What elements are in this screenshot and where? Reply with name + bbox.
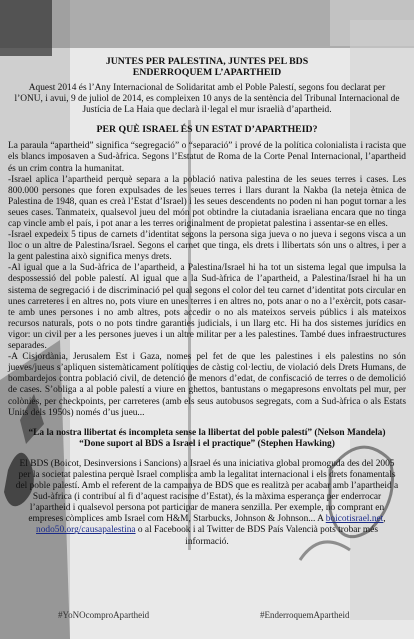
poster-title — [8, 56, 406, 79]
point-4: -A Cisjordània, Jerusalem Est i Gaza, nomes pel fet de que les palestines i els palestins no són jueves/jueus s’apliquen sistemàticament polítiques de càstig col·lectiu, de violació dels Drets Humans, de bombardejos contra població civil, de detenció de menors d’edat, de confiscació de terres o de demolició de cases. S’obliga a al poble palestí a viure en ghettos, bantustans o megapresons envoltats pel mur, per colònies, per checkpoints, per carreteres (amb els seus autobusos segregats, com a Sud-àfrica o als Estats Units dels 1950s) només d’us jueu... — [8, 352, 406, 418]
hashtag-right: #EnderroquemApartheid — [260, 610, 350, 620]
point-1: -Israel aplica l’apartheid perquè separa a la població nativa palestina de les seues terres i cases. Les 800.000 persones que foren expulsades de les seues terres i llars durant la Nakba (la neteja ètnica de Palestina de 1948, quan es creà l’Estat d’Israel) i les seues descendents no poden ni han pogut tornar a les seues cases. Tanmateix, qualsevol jueu del món pot obtindre la ciutadania israeliana encara que no tinga cap vincle amb el país, i pot anar a les terres originalment de propietat palestina i assentar-se en elles. — [8, 174, 406, 230]
point-2: -Israel expedeix 5 tipus de carnets d’identitat segons la persona siga jueva o no jueva i segons visca a un lloc o un altre de Palestina/Israel. Segons el carnet que tinga, els drets i llibertats són uns o altres, i per a la gent palestina això significa menys drets. — [8, 230, 406, 263]
definition-paragraph: La paraula “apartheid” significa “segregació” o “separació” i prové de la política colonialista i racista que els blancs imposaven a Sud-àfrica. Segons l’Estatut de Roma de la Corte Penal Internacional, l’apartheid és un crim contra la humanitat. — [8, 141, 406, 174]
poster-text — [8, 56, 406, 548]
section-heading: PER QUÈ ISRAEL ÉS UN ESTAT D’APARTHEID? — [96, 123, 318, 135]
link-boicotisrael[interactable]: boicotisrael.net — [325, 514, 384, 525]
intro-paragraph: Aquest 2014 és l’Any Internacional de Solidaritat amb el Poble Palestí, segons fou declarat per l’ONU, i avui, 9 de juliol de 2014, es compleixen 10 anys de la sentència del Tribunal Internacional de Justícia de La Haia que declarà il·legal el mur israelià d’apartheid. — [14, 82, 400, 115]
bds-text: El BDS (Boicot, Desinversions i Sancions) a Israel és una iniciativa global promoguda des del 2005 per la societat palestina perquè Israel complisca amb la legalitat internacional i els drets fonamentals del poble palestí. Amb el referent de la campanya de BDS que es realitzà per acabar amb l’apartheid a Sud-àfrica (i contribuí al fi d’aquest racisme d’Estat), és la màxima esperança per enderrocar l’apartheid i qualsevol persona pot participar de manera senzilla. Per exemple, no comprant en empreses còmplices amb Israel com H&M, Starbucks, Johnson & Johnson... A — [15, 458, 399, 525]
link-causapalestina[interactable]: nodo50.org/causapalestina — [36, 525, 136, 536]
title-line-2: ENDERROQUEM L’APARTHEID — [132, 67, 282, 79]
point-3: -Al igual que a la Sud-àfrica de l’apartheid, a Palestina/Israel hi ha tot un sistema legal que impulsa la despossessió del poble palestí. Al igual que a la Sud-àfrica de l’apartheid, a Palestina/Israel hi ha un sistema de segregació i de discriminació pel qual segons el color del teu carnet d’identitat pots circular en unes carreteres i en altres no, pots viure en unes terres i en altres no, pots anar o no a l’exèrcit, pots casar-te amb unes persones i no amb altres, pots accedir o no als mateixos serveis públics i als mateixos recursos naturals, pots o no pots tindre garanties judicials, i un llarg etc. Hi ha dos sistemes jurídics en vigor: un civil per a les persones jueves i un altre militar per a les palestines. També dues infraestructures separades. — [8, 263, 406, 352]
bds-closing: o al Facebook i al Twitter de BDS País Valencià pots trobar més informació. — [135, 525, 378, 547]
bds-paragraph: El BDS (Boicot, Desinversions i Sancions) a Israel és una iniciativa global promoguda des del 2005 per la societat palestina perquè Israel complisca amb la legalitat internacional i els drets fonamentals del poble palestí. Amb el referent de la campanya de BDS que es realitzà per acabar amb l’apartheid a Sud-àfrica (i contribuí al fi d’aquest racisme d’Estat), és la màxima esperança per enderrocar l’apartheid i qualsevol persona pot participar de manera senzilla. Per exemple, no comprant en empreses còmplices amb Israel com H&M, Starbucks, Johnson & Johnson... A boicotisrael.net, nodo50.org/causapalestina o al Facebook i al Twitter de BDS País Valencià pots trobar més informació. — [15, 458, 399, 547]
quote-hawking: “Done suport al BDS a Israel i el practique” (Stephen Hawking) — [79, 438, 335, 449]
quotes-block — [8, 428, 406, 450]
title-line-1: JUNTES PER PALESTINA, JUNTES PEL BDS — [105, 56, 309, 67]
quote-mandela: “La la nostra llibertat és incompleta sense la llibertat del poble palestí” (Nelson Mandela) — [28, 427, 386, 438]
hashtag-left: #YoNOcomproApartheid — [58, 610, 150, 620]
